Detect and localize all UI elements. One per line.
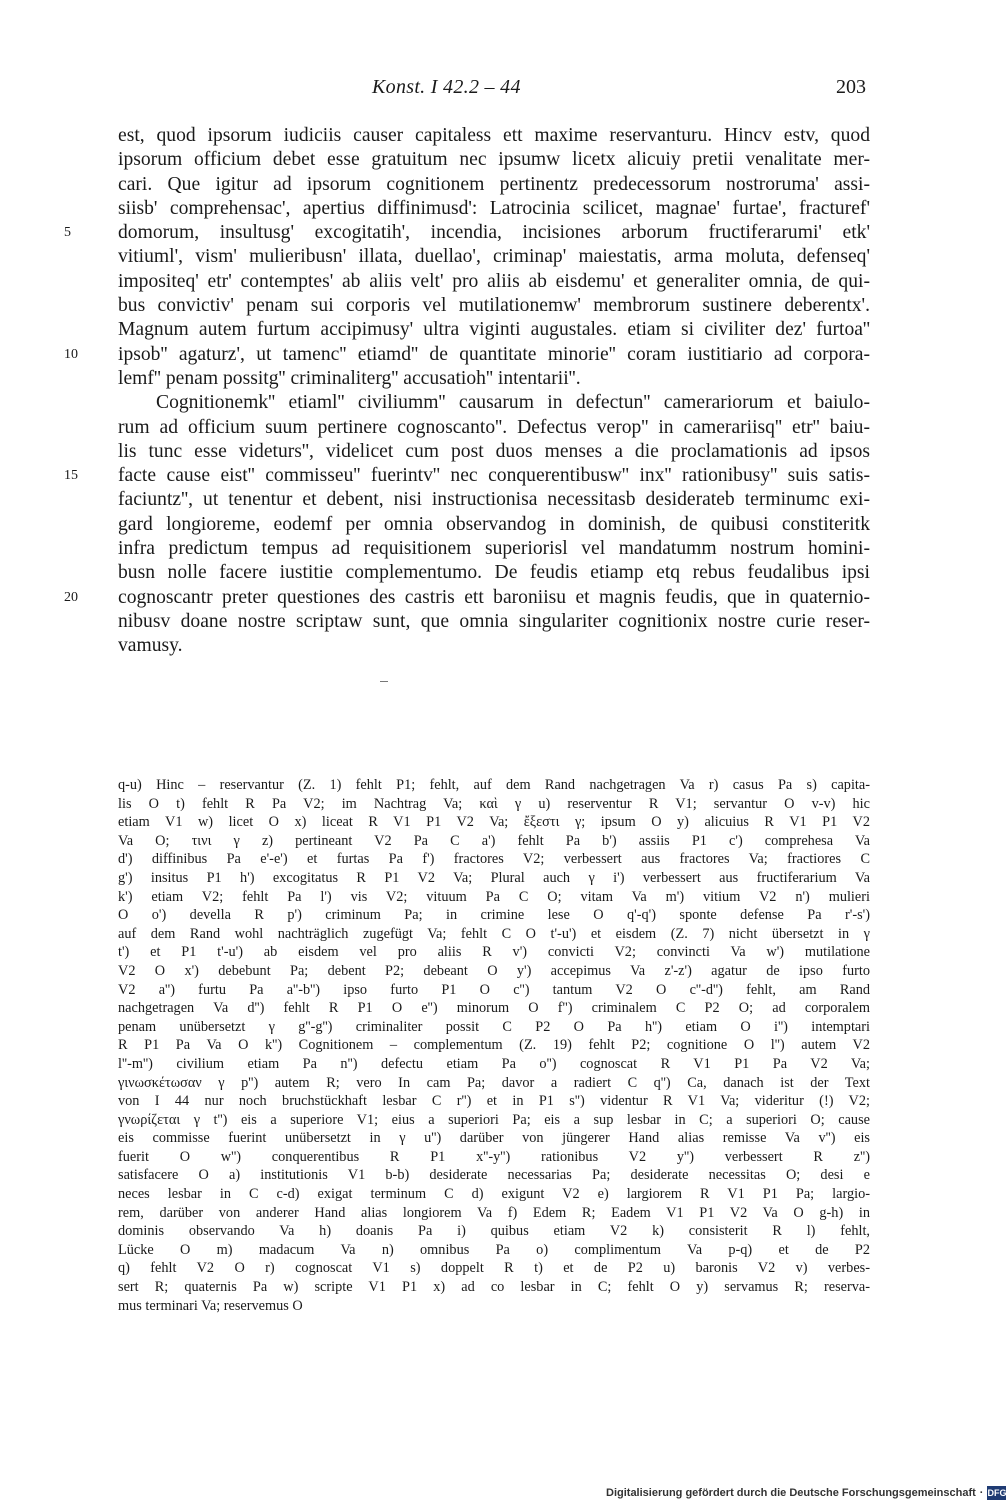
page-number: 203 (836, 76, 866, 98)
apparatus-line: lis O t) fehlt R Pa V2; im Nachtrag Va; καὶ γ u) reserventur R V1; servantur O v-v) hic (118, 795, 870, 812)
line-number: 5 (64, 225, 71, 241)
apparatus-line: q-u) Hinc – reservantur (Z. 1) fehlt P1; fehlt, auf dem Rand nachgetragen Va r) casus Pa s) capita- (118, 777, 870, 793)
line-number: 15 (64, 468, 78, 484)
apparatus-line: sert R; quaternis Pa w) scripte V1 P1 x) ad co lesbar in C; fehlt O y) servamus R; reserva- (118, 1279, 870, 1296)
apparatus-line: V2 O x') debebunt Pa; debent P2; debeant O y') accepimus Va z'-z') agatur de ipso furto (118, 962, 870, 979)
credit-separator: · (979, 1487, 984, 1499)
text-line: ipsorum officium debet esse gratuitum nec ipsumw licetx alicuiy pretii venalitate mer- (118, 149, 870, 171)
apparatus-line: nachgetragen Va d'') fehlt R P1 O e'') minorum O f'') criminalem C P2 O; ad corporalem (118, 1000, 870, 1017)
running-head: Konst. I 42.2 – 44 (372, 76, 521, 98)
apparatus-line: k') etiam V2; fehlt Pa l') vis V2; vituum Pa C O; vitam Va m') vitium V2 n') mulieri (118, 888, 870, 905)
apparatus-line: V2 a'') furtu Pa a''-b'') ipso furto P1 O c'') tantum V2 O c''-d'') fehlt, am Rand (118, 981, 870, 998)
text-line: lemf'' penam possitg'' criminaliterg'' accusatioh'' intentarii''. (118, 367, 581, 389)
text-line-content: ipsob'' agaturz', ut tamenc'' etiamd'' de quantitate minorie'' coram iustitiario ad corpora- (118, 343, 870, 365)
text-line (64, 464, 870, 488)
apparatus-line: t') et P1 t'-u') ab eisdem vel pro aliis R v') convicti V2; convincti Va w') mutilatione (118, 944, 870, 961)
line-number: 20 (64, 589, 78, 605)
apparatus-line: Lücke O m) madacum Va n) omnibus Pa o) complimentum Va p-q) et de P2 (118, 1241, 870, 1258)
text-line: vamusy. (118, 635, 183, 657)
apparatus-line: R P1 Pa Va O k'') Cognitionem – complementum (Z. 19) fehlt P2; cognitione O l'') autem V2 (118, 1037, 870, 1054)
line-number: 10 (64, 346, 78, 362)
apparatus-line: fuerit O w'') conquerentibus R P1 x''-y'') rationibus V2 y'') verbessert R z'') (118, 1148, 870, 1165)
dfg-credit: Digitalisierung gefördert durch die Deutsche Forschungsgemeinschaft (606, 1487, 976, 1499)
apparatus-line: neces lesbar in C c-d) exigat terminum C d) exigunt V2 e) largiorem R V1 P1 Pa; largio- (118, 1186, 870, 1203)
apparatus-line: satisfacere O a) institutionis V1 b-b) desiderate necessarias Pa; desiderate necessitas O; desi e (118, 1167, 870, 1184)
apparatus-line: penam unübersetzt γ g''-g'') criminaliter possit C P2 O Pa h'') etiam O i'') intemptari (118, 1018, 870, 1035)
text-line: siisb' comprehensac', apertius diffinimusd': Latrocinia scilicet, magnae' furtae', fracturef' (118, 197, 870, 219)
text-line: vitiuml', vism' mulieribusn' illata, duellao', criminap' maiestatis, arma moluta, defenseq' (118, 246, 870, 268)
text-line (64, 586, 870, 610)
text-line (64, 343, 870, 367)
dfg-logo-icon[interactable]: DFG (987, 1488, 1006, 1498)
apparatus-line: O o') devella R p') criminum Pa; in crimine lese O q'-q') sponte defense Pa r'-s') (118, 907, 870, 924)
apparatus-line: Va O; τινι γ z) pertineant V2 Pa C a') fehlt Pa b') assiis P1 c') comprehesa Va (118, 832, 870, 849)
critical-apparatus (118, 776, 870, 1315)
text-line: nibusv doane nostre scriptaw sunt, que omnia singulariter cognitionix nostre curie reser- (118, 610, 870, 632)
apparatus-line: g') insitus P1 h') excogitatus R P1 V2 Va; Plural auch γ i') verbessert aus fructiferarium Va (118, 869, 870, 886)
apparatus-line: auf dem Rand wohl nachträglich zugefügt Va; fehlt C O t'-u') et eisdem (Z. 7) nicht übersetzt in γ (118, 925, 870, 942)
text-line: lis tunc esse videturs'', videlicet cum post duos menses a die proclamationis ad ipsos (118, 440, 870, 462)
section-divider (380, 681, 388, 682)
text-line: gard longioreme, eodemf per omnia observandog in dominish, de quibusi constiteritk (118, 513, 870, 535)
apparatus-line: etiam V1 w) licet O x) liceat R V1 P1 V2 Va; ἔξεστι γ; ipsum O y) alicuius R V1 P1 V2 (118, 814, 870, 831)
apparatus-line: γνωρίζεται γ t'') eis a superiore V1; eius a superiori Pa; eis a sup lesbar in C; a superiori O; cause (118, 1111, 870, 1128)
text-line-content: domorum, insultusg' excogitatih', incendia, incisiones arborum fructiferarumi' etk' (118, 222, 870, 244)
text-line: cari. Que igitur ad ipsorum cognitionem pertinentz predecessorum nostroruma' assi- (118, 173, 870, 195)
text-line: bus convictiv' penam sui corporis vel mutilationemw' membrorum sustinere deberentx'. (118, 295, 870, 317)
apparatus-line: mus terminari Va; reservemus O (118, 1297, 303, 1314)
page-header (0, 76, 1000, 106)
text-line: busn nolle facere iustitie complementumo. De feudis etiamp etq rebus feudalibus ipsi (118, 562, 870, 584)
text-line-content: facte cause eist'' commisseu'' fuerintv'' nec conquerentibusw'' inx'' rationibusy'' suis satis- (118, 465, 870, 487)
digitization-footer (606, 1485, 1006, 1501)
text-line: infra predictum tempus ad requisitionem superiorisl vel mandatumm nostrum homini- (118, 538, 870, 560)
apparatus-line: l''-m'') civilium etiam Pa n'') defectu etiam Pa o'') cognoscat R V1 P1 Pa V2 Va; (118, 1055, 870, 1072)
text-line (64, 221, 870, 245)
text-line: est, quod ipsorum iudiciis causer capitaless ett maxime reservanturu. Hincv estv, quod (118, 125, 870, 146)
apparatus-line: von I 44 nur noch bruchstückhaft lesbar C r'') et in P1 s'') videntur R V1 Va; videritur (!) V2; (118, 1093, 870, 1110)
apparatus-line: d') diffinibus Pa e'-e') et furtas Pa f') fractores V2; verbessert aus fractores Va; fractiores C (118, 851, 870, 868)
text-line: Cognitionemk'' etiaml'' civiliumm'' causarum in defectun'' camerariorum et baiulo- (156, 392, 870, 414)
text-line: rum ad officium suum pertinere cognoscanto''. Defectus verop'' in camerariisq'' etr'' baiu- (118, 416, 870, 438)
main-text (64, 124, 870, 659)
apparatus-line: rem, darüber von anderer Hand alias longiorem Va f) Edem R; Eadem V1 P1 V2 Va O g-h) in (118, 1204, 870, 1221)
text-line: impositeq' etr' contemptes' ab aliis velt' pro aliis ab eisdemu' et generaliter omnia, de qui- (118, 270, 870, 292)
text-line-content: cognoscantr preter questiones des castris ett baroniisu et magnis feudis, que in quaternio- (118, 586, 870, 608)
text-line: faciuntz'', ut tenentur et debent, nisi instructionisa necessitasb desiderateb terminumc exi- (118, 489, 870, 511)
apparatus-line: dominis observando Va h) doanis Pa i) quibus etiam V2 k) consisterit R l) fehlt, (118, 1223, 870, 1240)
apparatus-line: q) fehlt V2 O r) cognoscat V1 s) doppelt R t) et de P2 u) baronis V2 v) verbes- (118, 1260, 870, 1277)
apparatus-line: eis commisse fuerint unübersetzt in γ u'') darüber von jüngerer Hand alias remisse Va v'') eis (118, 1130, 870, 1147)
text-line: Magnum autem furtum accipimusy' ultra viginti augustales. etiam si civiliter dez' furtoa'' (118, 319, 870, 341)
apparatus-line: γινωσκέτωσαν γ p'') autem R; vero In cam Pa; davor a radiert C q'') Ca, danach ist der Text (118, 1074, 870, 1091)
